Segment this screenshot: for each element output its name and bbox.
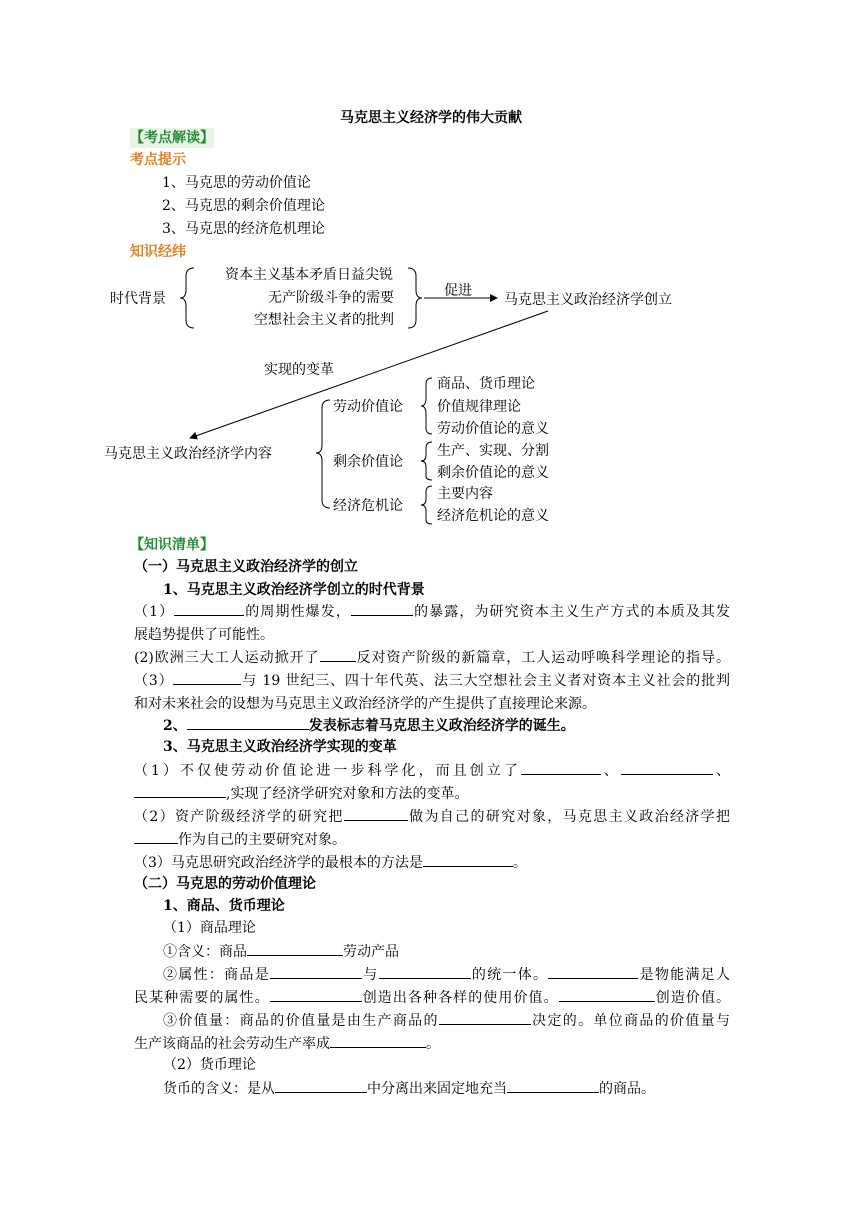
blank [344,806,408,821]
crisis-brace [421,486,432,524]
blank [187,715,309,730]
blank [134,829,178,844]
blank [320,647,356,662]
blank [173,670,241,685]
background-right-brace [408,268,422,328]
labor-sub-3: 劳动价值论的意义 [437,421,549,437]
content-label: 马克思主义政治经济学内容 [104,446,272,462]
blank [330,1033,426,1048]
zhishi-qingdan-heading: 【知识清单】 [130,537,214,553]
blank [247,941,343,956]
kaodian-item-1: 1、马克思的劳动价值论 [162,175,311,191]
surplus-sub-1: 生产、实现、分割 [437,443,549,459]
blank [379,964,471,979]
labor-sub-1: 商品、货币理论 [437,376,535,392]
p1-line5: 和对未来社会的设想为马克思主义政治经济学的产生提供了直接理论来源。 [134,696,596,712]
p1-line4: （3） 与 19 世纪三、四十年代英、法三大空想社会主义者对资本主义社会的批判 [134,670,730,693]
p3-line2: ,实现了经济学研究对象和方法的变革。 [134,783,730,806]
p1-line1: （1） 的周期性爆发， 的暴露，为研究资本主义生产方式的本质及其发 [134,601,730,624]
theory-labor-value: 劳动价值论 [333,399,403,415]
content-brace [316,400,330,508]
background-item-3: 空想社会主义者的批判 [254,312,394,328]
blank [270,987,362,1002]
background-left-brace [180,268,194,328]
background-item-2: 无产阶级斗争的需要 [268,290,394,306]
surplus-value-brace [421,442,432,480]
labor-value-brace [421,378,432,434]
part2-sub1-2: （2）货币理论 [163,1057,256,1073]
p2-line-c: ③价值量：商品的价值量是由生产商品的 决定的。单位商品的价值量与 [163,1010,730,1033]
blank [174,601,244,616]
p2-line-b: ②属性：商品是 与 的统一体。 是物能满足人 [163,964,730,987]
blank [275,1078,367,1093]
p1-line3: (2)欧洲三大工人运动掀开了 反对资产阶级的新篇章，工人运动呼唤科学理论的指导。 [134,647,730,670]
p3-line4: 作为自己的主要研究对象。 [134,829,730,852]
page-title: 马克思主义经济学的伟大贡献 [340,110,522,126]
p2-line-d: 货币的含义：是从 中分离出来固定地充当 的商品。 [163,1078,655,1099]
section-kaodian-jiedu: 【考点解读】 [130,130,214,146]
background-label: 时代背景 [110,291,166,307]
p3-line3: （2）资产阶级经济学的研究把 做为自己的研究对象，马克思主义政治经济学把 [134,806,730,829]
p3-line5: （3）马克思研究政治经济学的最根本的方法是 。 [134,852,730,875]
theory-crisis: 经济危机论 [333,498,403,514]
crisis-sub-2: 经济危机论的意义 [437,508,549,524]
crisis-sub-1: 主要内容 [437,486,493,502]
founding-label: 马克思主义政治经济学创立 [504,292,672,308]
blank [621,760,713,775]
part1-sub2-heading: 2、 发表标志着马克思主义政治经济学的诞生。 [163,715,575,736]
p2-line-a: ①含义：商品 劳动产品 [163,941,399,962]
change-label: 实现的变革 [264,362,334,378]
p3-line1: （1）不仅使劳动价值论进一步科学化，而且创立了 、 、 [134,760,730,783]
zhishi-jingwei-heading: 知识经纬 [130,244,186,260]
kaodian-tishi-heading: 考点提示 [130,152,186,168]
kaodian-item-2: 2、马克思的剩余价值理论 [162,198,325,214]
surplus-sub-2: 剩余价值论的意义 [437,465,549,481]
blank [423,852,513,867]
theory-surplus-value: 剩余价值论 [333,454,403,470]
p1-line2: 展趋势提供了可能性。 [134,627,274,643]
part2-heading: （二）马克思的劳动价值理论 [134,876,316,892]
blank [521,760,601,775]
blank [559,987,655,1002]
promote-label: 促进 [444,283,472,299]
background-item-1: 资本主义基本矛盾日益尖锐 [225,267,393,283]
part1-sub1-heading: 1、马克思主义政治经济学创立的时代背景 [163,582,425,598]
blank [351,601,413,616]
p2-line-b2: 民某种需要的属性。 创造出各种各样的使用价值。 创造价值。 [134,987,730,1010]
part1-sub3-heading: 3、马克思主义政治经济学实现的变革 [163,739,397,755]
blank [134,783,226,798]
part1-heading: （一）马克思主义政治经济学的创立 [134,559,358,575]
part2-sub1-heading: 1、商品、货币理论 [163,898,285,914]
part2-sub1-1: （1）商品理论 [163,920,256,936]
blank [548,964,638,979]
blank [270,964,362,979]
blank [507,1078,599,1093]
p2-line-c2: 生产该商品的社会劳动生产率成 。 [134,1033,730,1056]
blank [439,1010,531,1025]
labor-sub-2: 价值规律理论 [437,399,521,415]
kaodian-item-3: 3、马克思的经济危机理论 [162,221,325,237]
